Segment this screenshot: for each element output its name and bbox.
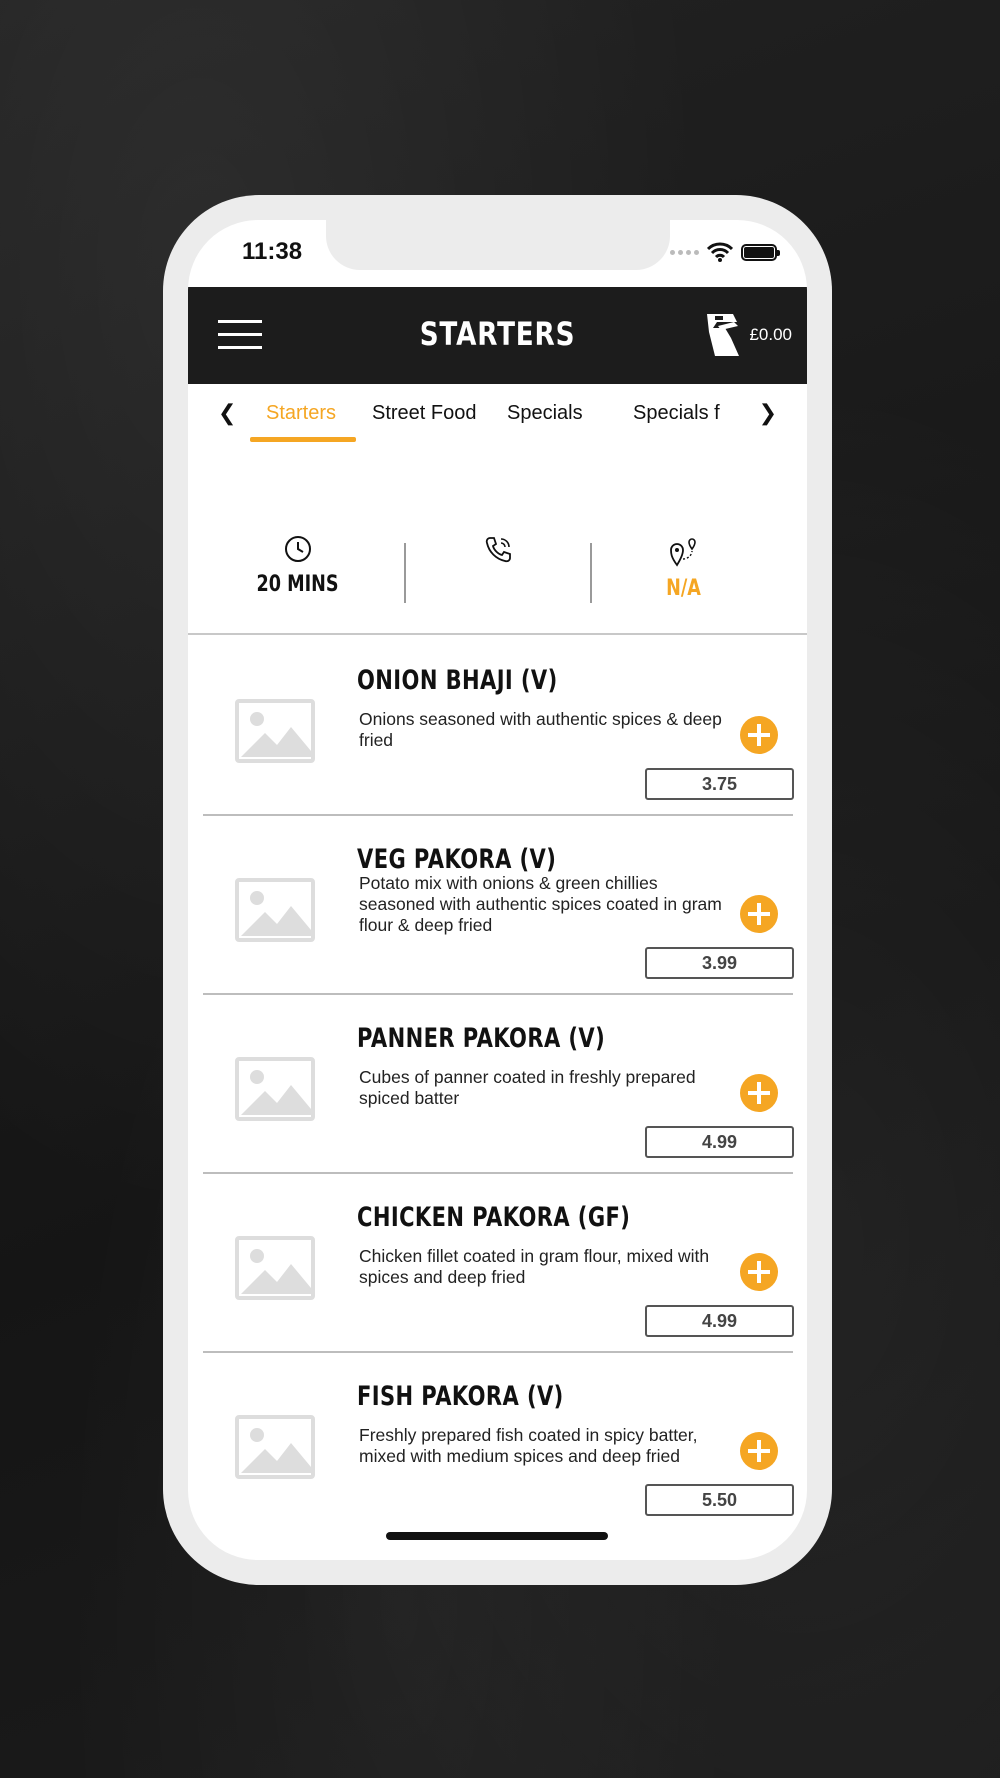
item-description: Cubes of panner coated in freshly prepared spiced batter bbox=[359, 1067, 696, 1108]
item-name: FISH PAKORA (V) bbox=[357, 1381, 564, 1412]
status-time: 11:38 bbox=[242, 238, 303, 265]
app-header bbox=[188, 287, 807, 384]
item-description: Freshly prepared fish coated in spicy batter, mixed with medium spices and deep fried bbox=[359, 1425, 698, 1466]
active-tab-indicator bbox=[250, 437, 356, 442]
clock-icon bbox=[284, 535, 312, 563]
image-placeholder-icon bbox=[235, 1057, 315, 1121]
image-placeholder-icon bbox=[235, 699, 315, 763]
category-tabs bbox=[188, 384, 807, 446]
cart-button[interactable] bbox=[703, 312, 792, 358]
delivery-time: 20 MINS bbox=[256, 572, 339, 597]
item-name: CHICKEN PAKORA (GF) bbox=[357, 1202, 631, 1233]
list-item bbox=[203, 1174, 793, 1353]
distance-info bbox=[591, 535, 776, 615]
tab-specials-2[interactable]: Specials f bbox=[633, 402, 720, 424]
item-description: Chicken fillet coated in gram flour, mixed with spices and deep fried bbox=[359, 1246, 710, 1287]
menu-list bbox=[203, 637, 793, 1532]
location-route-icon bbox=[668, 535, 700, 567]
add-icon[interactable] bbox=[740, 1253, 778, 1291]
item-price: 4.99 bbox=[645, 1305, 794, 1337]
item-price: 4.99 bbox=[645, 1126, 794, 1158]
info-bar bbox=[188, 535, 807, 635]
add-icon[interactable] bbox=[740, 1432, 778, 1470]
add-icon[interactable] bbox=[740, 1074, 778, 1112]
image-placeholder-icon bbox=[235, 1415, 315, 1479]
add-icon[interactable] bbox=[740, 895, 778, 933]
image-placeholder-icon bbox=[235, 878, 315, 942]
item-name: ONION BHAJI (V) bbox=[357, 665, 558, 696]
image-placeholder-icon bbox=[235, 1236, 315, 1300]
item-description: Onions seasoned with authentic spices & deep fried bbox=[359, 709, 722, 750]
tab-starters[interactable]: Starters bbox=[266, 402, 337, 424]
list-item bbox=[203, 995, 793, 1174]
phone-icon bbox=[483, 535, 513, 565]
battery-icon bbox=[741, 244, 777, 261]
distance: N/A bbox=[666, 576, 701, 601]
tab-specials[interactable]: Specials bbox=[507, 402, 583, 424]
chevron-right-icon[interactable]: ❯ bbox=[758, 400, 777, 425]
signal-icon bbox=[670, 250, 699, 255]
add-icon[interactable] bbox=[740, 716, 778, 754]
item-price: 3.99 bbox=[645, 947, 794, 979]
item-description: Potato mix with onions & green chillies seasoned with authentic spices coated in gram flour & deep fried bbox=[359, 873, 722, 935]
wifi-icon bbox=[707, 242, 733, 262]
list-item bbox=[203, 816, 793, 995]
app-screen bbox=[188, 220, 807, 1560]
item-price: 3.75 bbox=[645, 768, 794, 800]
item-name: VEG PAKORA (V) bbox=[357, 844, 557, 875]
item-price: 5.50 bbox=[645, 1484, 794, 1516]
phone-info[interactable] bbox=[405, 535, 590, 615]
shopping-bag-icon bbox=[703, 312, 743, 358]
chevron-left-icon[interactable]: ❮ bbox=[218, 400, 237, 425]
notch bbox=[326, 220, 670, 270]
phone-frame bbox=[163, 195, 832, 1585]
item-name: PANNER PAKORA (V) bbox=[357, 1023, 606, 1054]
cart-total: £0.00 bbox=[749, 325, 792, 344]
delivery-time-info bbox=[205, 535, 390, 615]
list-item bbox=[203, 637, 793, 816]
home-indicator[interactable] bbox=[386, 1532, 608, 1540]
tab-street-food[interactable]: Street Food bbox=[372, 402, 477, 424]
list-item bbox=[203, 1353, 793, 1532]
status-icons bbox=[670, 242, 777, 262]
page-title: STARTERS bbox=[419, 315, 576, 353]
